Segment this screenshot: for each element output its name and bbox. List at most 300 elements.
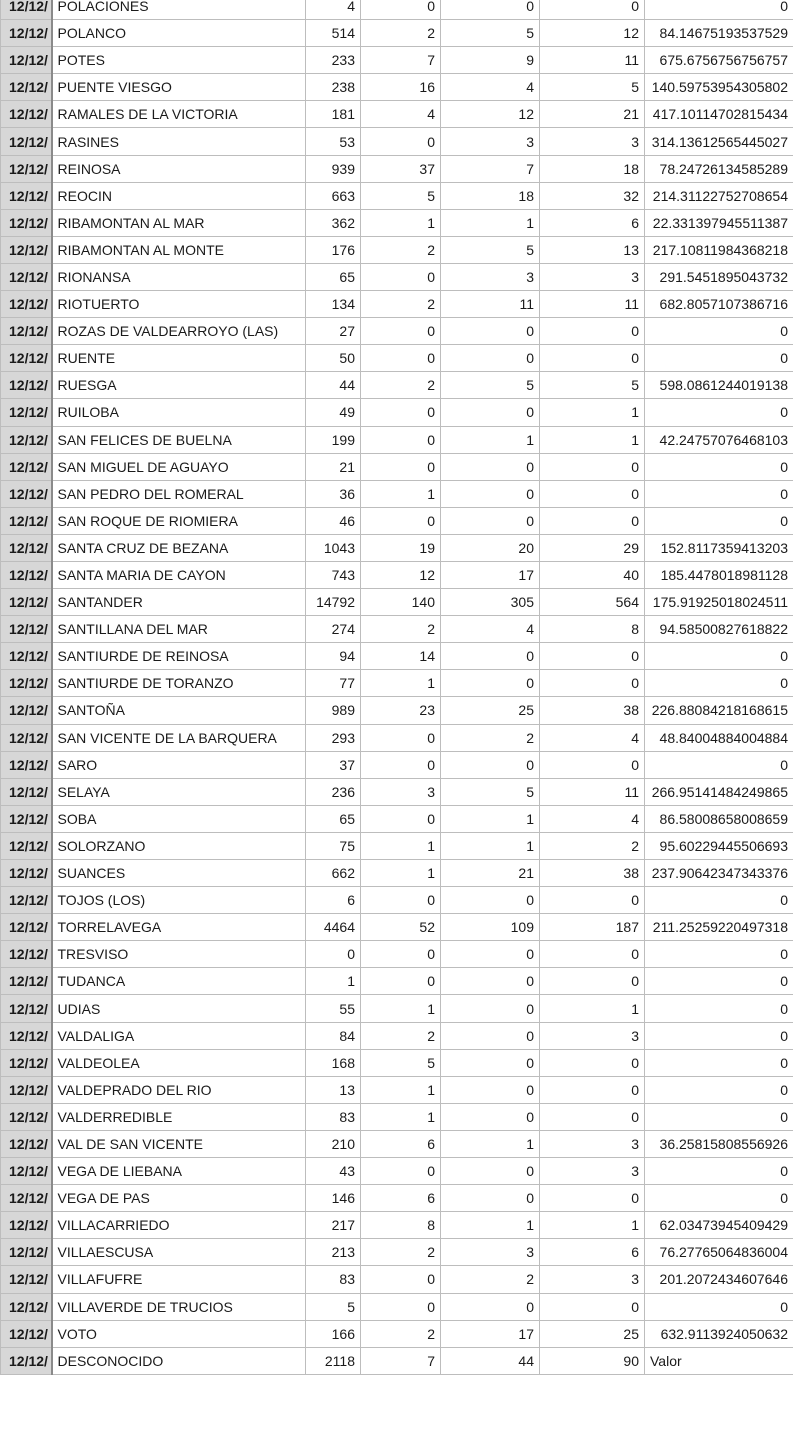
value-cell-5[interactable]: 682.8057107386716 [645, 291, 793, 318]
value-cell-2[interactable]: 6 [361, 1130, 441, 1157]
municipality-cell[interactable]: SOBA [52, 805, 306, 832]
value-cell-1[interactable]: 217 [306, 1212, 361, 1239]
value-cell-5[interactable]: Valor [645, 1347, 793, 1374]
value-cell-2[interactable]: 0 [361, 751, 441, 778]
municipality-cell[interactable]: RUESGA [52, 372, 306, 399]
value-cell-5[interactable]: 0 [645, 480, 793, 507]
value-cell-2[interactable]: 1 [361, 480, 441, 507]
value-cell-5[interactable]: 0 [645, 507, 793, 534]
value-cell-2[interactable]: 16 [361, 74, 441, 101]
value-cell-5[interactable]: 76.27765064836004 [645, 1239, 793, 1266]
date-cell[interactable]: 12/12/ [1, 805, 52, 832]
date-cell[interactable]: 12/12/ [1, 182, 52, 209]
value-cell-3[interactable]: 17 [441, 1320, 540, 1347]
value-cell-3[interactable]: 17 [441, 561, 540, 588]
municipality-cell[interactable]: VEGA DE LIEBANA [52, 1158, 306, 1185]
value-cell-2[interactable]: 2 [361, 372, 441, 399]
value-cell-1[interactable]: 65 [306, 263, 361, 290]
value-cell-4[interactable]: 3 [540, 1022, 645, 1049]
municipality-cell[interactable]: REOCIN [52, 182, 306, 209]
value-cell-5[interactable]: 42.24757076468103 [645, 426, 793, 453]
value-cell-2[interactable]: 7 [361, 47, 441, 74]
value-cell-4[interactable]: 0 [540, 507, 645, 534]
municipality-cell[interactable]: RAMALES DE LA VICTORIA [52, 101, 306, 128]
date-cell[interactable]: 12/12/ [1, 236, 52, 263]
date-cell[interactable]: 12/12/ [1, 318, 52, 345]
date-cell[interactable]: 12/12/ [1, 399, 52, 426]
value-cell-5[interactable]: 417.10114702815434 [645, 101, 793, 128]
date-cell[interactable]: 12/12/ [1, 1049, 52, 1076]
value-cell-1[interactable]: 27 [306, 318, 361, 345]
value-cell-4[interactable]: 6 [540, 1239, 645, 1266]
value-cell-5[interactable]: 0 [645, 1293, 793, 1320]
value-cell-3[interactable]: 1 [441, 426, 540, 453]
date-cell[interactable]: 12/12/ [1, 74, 52, 101]
date-cell[interactable]: 12/12/ [1, 1103, 52, 1130]
value-cell-1[interactable]: 166 [306, 1320, 361, 1347]
value-cell-5[interactable]: 0 [645, 1185, 793, 1212]
value-cell-4[interactable]: 187 [540, 914, 645, 941]
date-cell[interactable]: 12/12/ [1, 995, 52, 1022]
value-cell-3[interactable]: 1 [441, 209, 540, 236]
value-cell-5[interactable]: 78.24726134585289 [645, 155, 793, 182]
value-cell-2[interactable]: 0 [361, 426, 441, 453]
date-cell[interactable]: 12/12/ [1, 1239, 52, 1266]
value-cell-3[interactable]: 25 [441, 697, 540, 724]
value-cell-3[interactable]: 21 [441, 860, 540, 887]
value-cell-1[interactable]: 210 [306, 1130, 361, 1157]
value-cell-3[interactable]: 0 [441, 887, 540, 914]
value-cell-4[interactable]: 3 [540, 128, 645, 155]
value-cell-3[interactable]: 2 [441, 724, 540, 751]
value-cell-4[interactable]: 29 [540, 534, 645, 561]
value-cell-2[interactable]: 7 [361, 1347, 441, 1374]
date-cell[interactable]: 12/12/ [1, 751, 52, 778]
value-cell-3[interactable]: 0 [441, 941, 540, 968]
date-cell[interactable]: 12/12/ [1, 155, 52, 182]
value-cell-3[interactable]: 0 [441, 968, 540, 995]
municipality-cell[interactable]: RUENTE [52, 345, 306, 372]
municipality-cell[interactable]: SAN VICENTE DE LA BARQUERA [52, 724, 306, 751]
value-cell-3[interactable]: 0 [441, 318, 540, 345]
municipality-cell[interactable]: RIBAMONTAN AL MONTE [52, 236, 306, 263]
value-cell-1[interactable]: 146 [306, 1185, 361, 1212]
value-cell-2[interactable]: 0 [361, 968, 441, 995]
value-cell-2[interactable]: 5 [361, 182, 441, 209]
value-cell-5[interactable]: 84.14675193537529 [645, 20, 793, 47]
date-cell[interactable]: 12/12/ [1, 1347, 52, 1374]
date-cell[interactable]: 12/12/ [1, 1158, 52, 1185]
value-cell-1[interactable]: 53 [306, 128, 361, 155]
value-cell-4[interactable]: 0 [540, 1049, 645, 1076]
value-cell-3[interactable]: 0 [441, 1076, 540, 1103]
date-cell[interactable]: 12/12/ [1, 1185, 52, 1212]
value-cell-2[interactable]: 1 [361, 995, 441, 1022]
value-cell-4[interactable]: 3 [540, 1158, 645, 1185]
value-cell-4[interactable]: 0 [540, 480, 645, 507]
value-cell-2[interactable]: 6 [361, 1185, 441, 1212]
value-cell-1[interactable]: 2118 [306, 1347, 361, 1374]
value-cell-3[interactable]: 0 [441, 453, 540, 480]
value-cell-1[interactable]: 233 [306, 47, 361, 74]
value-cell-2[interactable]: 0 [361, 345, 441, 372]
value-cell-3[interactable]: 0 [441, 1049, 540, 1076]
value-cell-4[interactable]: 0 [540, 453, 645, 480]
municipality-cell[interactable]: VEGA DE PAS [52, 1185, 306, 1212]
value-cell-4[interactable]: 38 [540, 860, 645, 887]
municipality-cell[interactable]: RASINES [52, 128, 306, 155]
value-cell-2[interactable]: 0 [361, 399, 441, 426]
value-cell-1[interactable]: 199 [306, 426, 361, 453]
value-cell-5[interactable]: 36.25815808556926 [645, 1130, 793, 1157]
value-cell-1[interactable]: 1043 [306, 534, 361, 561]
date-cell[interactable]: 12/12/ [1, 914, 52, 941]
value-cell-3[interactable]: 5 [441, 778, 540, 805]
municipality-cell[interactable]: VILLAVERDE DE TRUCIOS [52, 1293, 306, 1320]
municipality-cell[interactable]: VILLACARRIEDO [52, 1212, 306, 1239]
date-cell[interactable]: 12/12/ [1, 20, 52, 47]
value-cell-1[interactable]: 46 [306, 507, 361, 534]
value-cell-3[interactable]: 109 [441, 914, 540, 941]
value-cell-2[interactable]: 2 [361, 236, 441, 263]
value-cell-4[interactable]: 0 [540, 670, 645, 697]
value-cell-4[interactable]: 3 [540, 1266, 645, 1293]
municipality-cell[interactable]: SAN MIGUEL DE AGUAYO [52, 453, 306, 480]
value-cell-2[interactable]: 0 [361, 453, 441, 480]
value-cell-4[interactable]: 0 [540, 1185, 645, 1212]
municipality-cell[interactable]: RIOTUERTO [52, 291, 306, 318]
date-cell[interactable]: 12/12/ [1, 1320, 52, 1347]
value-cell-2[interactable]: 1 [361, 209, 441, 236]
value-cell-1[interactable]: 0 [306, 941, 361, 968]
value-cell-4[interactable]: 0 [540, 941, 645, 968]
value-cell-4[interactable]: 5 [540, 372, 645, 399]
value-cell-4[interactable]: 11 [540, 47, 645, 74]
value-cell-4[interactable]: 8 [540, 616, 645, 643]
value-cell-5[interactable]: 226.88084218168615 [645, 697, 793, 724]
value-cell-3[interactable]: 7 [441, 155, 540, 182]
value-cell-1[interactable]: 274 [306, 616, 361, 643]
value-cell-4[interactable]: 32 [540, 182, 645, 209]
value-cell-5[interactable]: 140.59753954305802 [645, 74, 793, 101]
value-cell-1[interactable]: 293 [306, 724, 361, 751]
date-cell[interactable]: 12/12/ [1, 589, 52, 616]
date-cell[interactable]: 12/12/ [1, 0, 52, 20]
value-cell-5[interactable]: 152.8117359413203 [645, 534, 793, 561]
value-cell-1[interactable]: 83 [306, 1266, 361, 1293]
value-cell-4[interactable]: 4 [540, 724, 645, 751]
municipality-cell[interactable]: TUDANCA [52, 968, 306, 995]
value-cell-1[interactable]: 75 [306, 832, 361, 859]
value-cell-2[interactable]: 2 [361, 20, 441, 47]
value-cell-4[interactable]: 0 [540, 1293, 645, 1320]
value-cell-4[interactable]: 0 [540, 318, 645, 345]
value-cell-5[interactable]: 632.9113924050632 [645, 1320, 793, 1347]
value-cell-2[interactable]: 2 [361, 291, 441, 318]
value-cell-1[interactable]: 362 [306, 209, 361, 236]
value-cell-1[interactable]: 181 [306, 101, 361, 128]
date-cell[interactable]: 12/12/ [1, 534, 52, 561]
value-cell-3[interactable]: 4 [441, 616, 540, 643]
value-cell-2[interactable]: 0 [361, 0, 441, 20]
value-cell-1[interactable]: 65 [306, 805, 361, 832]
value-cell-5[interactable]: 0 [645, 1158, 793, 1185]
municipality-cell[interactable]: VALDEPRADO DEL RIO [52, 1076, 306, 1103]
value-cell-5[interactable]: 95.60229445506693 [645, 832, 793, 859]
value-cell-5[interactable]: 291.5451895043732 [645, 263, 793, 290]
value-cell-2[interactable]: 19 [361, 534, 441, 561]
value-cell-5[interactable]: 314.13612565445027 [645, 128, 793, 155]
value-cell-2[interactable]: 8 [361, 1212, 441, 1239]
municipality-cell[interactable]: SANTA MARIA DE CAYON [52, 561, 306, 588]
value-cell-1[interactable]: 236 [306, 778, 361, 805]
date-cell[interactable]: 12/12/ [1, 291, 52, 318]
municipality-cell[interactable]: PUENTE VIESGO [52, 74, 306, 101]
value-cell-5[interactable]: 175.91925018024511 [645, 589, 793, 616]
value-cell-1[interactable]: 84 [306, 1022, 361, 1049]
value-cell-3[interactable]: 9 [441, 47, 540, 74]
value-cell-1[interactable]: 55 [306, 995, 361, 1022]
municipality-cell[interactable]: TRESVISO [52, 941, 306, 968]
value-cell-1[interactable]: 14792 [306, 589, 361, 616]
municipality-cell[interactable]: POTES [52, 47, 306, 74]
value-cell-1[interactable]: 5 [306, 1293, 361, 1320]
value-cell-2[interactable]: 37 [361, 155, 441, 182]
value-cell-1[interactable]: 37 [306, 751, 361, 778]
date-cell[interactable]: 12/12/ [1, 1293, 52, 1320]
value-cell-5[interactable]: 675.6756756756757 [645, 47, 793, 74]
value-cell-3[interactable]: 0 [441, 1293, 540, 1320]
value-cell-3[interactable]: 5 [441, 236, 540, 263]
value-cell-5[interactable]: 0 [645, 887, 793, 914]
value-cell-4[interactable]: 4 [540, 805, 645, 832]
value-cell-1[interactable]: 939 [306, 155, 361, 182]
value-cell-2[interactable]: 0 [361, 941, 441, 968]
municipality-cell[interactable]: TOJOS (LOS) [52, 887, 306, 914]
value-cell-3[interactable]: 0 [441, 670, 540, 697]
value-cell-2[interactable]: 0 [361, 128, 441, 155]
value-cell-2[interactable]: 12 [361, 561, 441, 588]
municipality-cell[interactable]: SANTIURDE DE REINOSA [52, 643, 306, 670]
value-cell-3[interactable]: 0 [441, 643, 540, 670]
value-cell-4[interactable]: 0 [540, 643, 645, 670]
value-cell-4[interactable]: 5 [540, 74, 645, 101]
value-cell-1[interactable]: 83 [306, 1103, 361, 1130]
value-cell-3[interactable]: 2 [441, 1266, 540, 1293]
municipality-cell[interactable]: SANTILLANA DEL MAR [52, 616, 306, 643]
value-cell-1[interactable]: 743 [306, 561, 361, 588]
value-cell-3[interactable]: 3 [441, 128, 540, 155]
value-cell-1[interactable]: 238 [306, 74, 361, 101]
value-cell-1[interactable]: 213 [306, 1239, 361, 1266]
municipality-cell[interactable]: RUILOBA [52, 399, 306, 426]
value-cell-1[interactable]: 50 [306, 345, 361, 372]
value-cell-2[interactable]: 0 [361, 318, 441, 345]
municipality-cell[interactable]: VOTO [52, 1320, 306, 1347]
value-cell-4[interactable]: 1 [540, 995, 645, 1022]
date-cell[interactable]: 12/12/ [1, 1266, 52, 1293]
municipality-cell[interactable]: POLACIONES [52, 0, 306, 20]
value-cell-1[interactable]: 989 [306, 697, 361, 724]
date-cell[interactable]: 12/12/ [1, 426, 52, 453]
municipality-cell[interactable]: SAN ROQUE DE RIOMIERA [52, 507, 306, 534]
date-cell[interactable]: 12/12/ [1, 1022, 52, 1049]
value-cell-3[interactable]: 0 [441, 480, 540, 507]
value-cell-3[interactable]: 0 [441, 1103, 540, 1130]
date-cell[interactable]: 12/12/ [1, 453, 52, 480]
value-cell-4[interactable]: 0 [540, 0, 645, 20]
date-cell[interactable]: 12/12/ [1, 1212, 52, 1239]
value-cell-4[interactable]: 0 [540, 1103, 645, 1130]
value-cell-4[interactable]: 0 [540, 345, 645, 372]
value-cell-3[interactable]: 44 [441, 1347, 540, 1374]
date-cell[interactable]: 12/12/ [1, 778, 52, 805]
municipality-cell[interactable]: RIONANSA [52, 263, 306, 290]
value-cell-3[interactable]: 0 [441, 399, 540, 426]
value-cell-4[interactable]: 25 [540, 1320, 645, 1347]
value-cell-4[interactable]: 3 [540, 1130, 645, 1157]
value-cell-2[interactable]: 1 [361, 670, 441, 697]
municipality-cell[interactable]: SANTIURDE DE TORANZO [52, 670, 306, 697]
value-cell-3[interactable]: 20 [441, 534, 540, 561]
value-cell-3[interactable]: 1 [441, 1212, 540, 1239]
value-cell-1[interactable]: 77 [306, 670, 361, 697]
municipality-cell[interactable]: SANTA CRUZ DE BEZANA [52, 534, 306, 561]
date-cell[interactable]: 12/12/ [1, 1130, 52, 1157]
municipality-cell[interactable]: VILLAESCUSA [52, 1239, 306, 1266]
value-cell-5[interactable]: 22.331397945511387 [645, 209, 793, 236]
value-cell-4[interactable]: 0 [540, 887, 645, 914]
value-cell-5[interactable]: 185.4478018981128 [645, 561, 793, 588]
value-cell-5[interactable]: 266.95141484249865 [645, 778, 793, 805]
value-cell-2[interactable]: 0 [361, 805, 441, 832]
value-cell-4[interactable]: 90 [540, 1347, 645, 1374]
value-cell-2[interactable]: 0 [361, 1158, 441, 1185]
value-cell-1[interactable]: 514 [306, 20, 361, 47]
value-cell-5[interactable]: 0 [645, 751, 793, 778]
date-cell[interactable]: 12/12/ [1, 968, 52, 995]
municipality-cell[interactable]: VALDALIGA [52, 1022, 306, 1049]
date-cell[interactable]: 12/12/ [1, 1076, 52, 1103]
value-cell-2[interactable]: 0 [361, 507, 441, 534]
value-cell-1[interactable]: 21 [306, 453, 361, 480]
value-cell-1[interactable]: 43 [306, 1158, 361, 1185]
municipality-cell[interactable]: VAL DE SAN VICENTE [52, 1130, 306, 1157]
value-cell-1[interactable]: 168 [306, 1049, 361, 1076]
value-cell-5[interactable]: 0 [645, 1103, 793, 1130]
date-cell[interactable]: 12/12/ [1, 670, 52, 697]
value-cell-5[interactable]: 0 [645, 670, 793, 697]
value-cell-1[interactable]: 4464 [306, 914, 361, 941]
value-cell-3[interactable]: 0 [441, 995, 540, 1022]
value-cell-3[interactable]: 3 [441, 1239, 540, 1266]
value-cell-3[interactable]: 5 [441, 20, 540, 47]
date-cell[interactable]: 12/12/ [1, 941, 52, 968]
date-cell[interactable]: 12/12/ [1, 263, 52, 290]
value-cell-4[interactable]: 1 [540, 399, 645, 426]
municipality-cell[interactable]: VALDEOLEA [52, 1049, 306, 1076]
value-cell-1[interactable]: 6 [306, 887, 361, 914]
value-cell-4[interactable]: 11 [540, 778, 645, 805]
value-cell-4[interactable]: 18 [540, 155, 645, 182]
value-cell-4[interactable]: 0 [540, 1076, 645, 1103]
value-cell-5[interactable]: 211.25259220497318 [645, 914, 793, 941]
value-cell-4[interactable]: 1 [540, 426, 645, 453]
value-cell-2[interactable]: 2 [361, 1022, 441, 1049]
date-cell[interactable]: 12/12/ [1, 128, 52, 155]
value-cell-2[interactable]: 0 [361, 724, 441, 751]
value-cell-4[interactable]: 12 [540, 20, 645, 47]
value-cell-5[interactable]: 217.10811984368218 [645, 236, 793, 263]
value-cell-4[interactable]: 6 [540, 209, 645, 236]
value-cell-3[interactable]: 0 [441, 751, 540, 778]
municipality-cell[interactable]: TORRELAVEGA [52, 914, 306, 941]
value-cell-3[interactable]: 0 [441, 1022, 540, 1049]
date-cell[interactable]: 12/12/ [1, 697, 52, 724]
date-cell[interactable]: 12/12/ [1, 372, 52, 399]
value-cell-2[interactable]: 0 [361, 1293, 441, 1320]
value-cell-1[interactable]: 4 [306, 0, 361, 20]
value-cell-5[interactable]: 0 [645, 643, 793, 670]
value-cell-3[interactable]: 5 [441, 372, 540, 399]
value-cell-2[interactable]: 5 [361, 1049, 441, 1076]
value-cell-1[interactable]: 176 [306, 236, 361, 263]
value-cell-5[interactable]: 62.03473945409429 [645, 1212, 793, 1239]
date-cell[interactable]: 12/12/ [1, 209, 52, 236]
value-cell-5[interactable]: 94.58500827618822 [645, 616, 793, 643]
value-cell-4[interactable]: 40 [540, 561, 645, 588]
municipality-cell[interactable]: RIBAMONTAN AL MAR [52, 209, 306, 236]
value-cell-2[interactable]: 2 [361, 616, 441, 643]
value-cell-2[interactable]: 1 [361, 1076, 441, 1103]
value-cell-5[interactable]: 0 [645, 968, 793, 995]
municipality-cell[interactable]: SELAYA [52, 778, 306, 805]
value-cell-5[interactable]: 237.90642347343376 [645, 860, 793, 887]
value-cell-2[interactable]: 1 [361, 860, 441, 887]
value-cell-2[interactable]: 23 [361, 697, 441, 724]
date-cell[interactable]: 12/12/ [1, 724, 52, 751]
value-cell-5[interactable]: 0 [645, 995, 793, 1022]
value-cell-3[interactable]: 0 [441, 0, 540, 20]
date-cell[interactable]: 12/12/ [1, 561, 52, 588]
municipality-cell[interactable]: SUANCES [52, 860, 306, 887]
municipality-cell[interactable]: UDIAS [52, 995, 306, 1022]
value-cell-2[interactable]: 1 [361, 1103, 441, 1130]
municipality-cell[interactable]: SARO [52, 751, 306, 778]
value-cell-5[interactable]: 0 [645, 1022, 793, 1049]
value-cell-3[interactable]: 0 [441, 345, 540, 372]
municipality-cell[interactable]: VILLAFUFRE [52, 1266, 306, 1293]
municipality-cell[interactable]: DESCONOCIDO [52, 1347, 306, 1374]
value-cell-5[interactable]: 0 [645, 453, 793, 480]
value-cell-1[interactable]: 1 [306, 968, 361, 995]
value-cell-3[interactable]: 11 [441, 291, 540, 318]
value-cell-5[interactable]: 214.31122752708654 [645, 182, 793, 209]
value-cell-3[interactable]: 305 [441, 589, 540, 616]
value-cell-5[interactable]: 0 [645, 941, 793, 968]
value-cell-4[interactable]: 564 [540, 589, 645, 616]
date-cell[interactable]: 12/12/ [1, 860, 52, 887]
municipality-cell[interactable]: POLANCO [52, 20, 306, 47]
value-cell-3[interactable]: 0 [441, 1185, 540, 1212]
date-cell[interactable]: 12/12/ [1, 101, 52, 128]
date-cell[interactable]: 12/12/ [1, 47, 52, 74]
value-cell-4[interactable]: 3 [540, 263, 645, 290]
date-cell[interactable]: 12/12/ [1, 480, 52, 507]
value-cell-2[interactable]: 4 [361, 101, 441, 128]
value-cell-5[interactable]: 0 [645, 399, 793, 426]
value-cell-5[interactable]: 0 [645, 1049, 793, 1076]
